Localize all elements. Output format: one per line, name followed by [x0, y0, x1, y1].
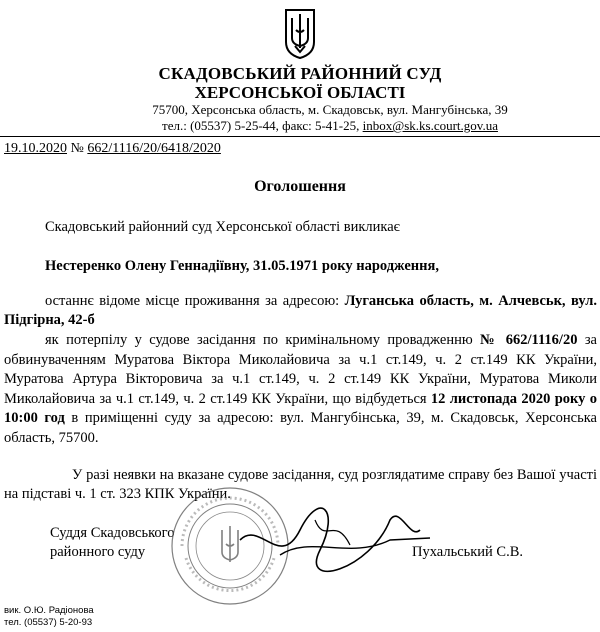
document-heading: Оголошення — [254, 178, 346, 195]
hearing-text-1: як потерпілу у судове засідання по кримінальному провадженню — [45, 332, 481, 348]
coat-of-arms-icon — [283, 8, 317, 60]
executor-name: вик. О.Ю. Радіонова — [4, 605, 94, 616]
court-address: 75700, Херсонська область, м. Скадовськ, вул. Мангубінська, 39 — [152, 102, 508, 117]
case-number: № 662/1116/20 — [480, 332, 578, 348]
residence-paragraph — [4, 292, 597, 330]
summoned-person: Нестеренко Олену Геннадіївну, 31.05.1971 року народження, — [45, 258, 439, 274]
court-region: ХЕРСОНСЬКОЇ ОБЛАСТІ — [194, 83, 406, 102]
hearing-text-3: в приміщенні суду за адресою: вул. Мангубінська, 39, м. Скадовськ, Херсонська область, 75700. — [4, 410, 597, 446]
doc-number-prefix: № — [67, 141, 88, 156]
doc-date: 19.10.2020 — [4, 141, 67, 156]
residence-label: останнє відоме місце проживання за адресою: — [45, 293, 345, 309]
judge-name: Пухальський С.В. — [412, 544, 524, 560]
judge-signature — [220, 500, 440, 580]
court-name: СКАДОВСЬКИЙ РАЙОННИЙ СУД — [158, 64, 442, 83]
executor-phone: тел. (05537) 5-20-93 — [4, 617, 93, 628]
header-divider — [0, 136, 600, 137]
hearing-paragraph — [4, 331, 597, 448]
court-email-link[interactable]: inbox@sk.ks.court.gov.ua — [362, 118, 498, 133]
absence-warning-paragraph: У разі неявки на вказане судове засідання, суд розглядатиме справу без Вашої участі на підставі ч. 1 ст. 323 КПК України. — [4, 467, 597, 502]
court-phone: тел.: (05537) 5-25-44, факс: 5-41-25, — [162, 118, 363, 133]
judge-title-line2: районного суду — [50, 544, 146, 560]
judge-title-line1: Суддя Скадовського — [50, 525, 175, 541]
residence-address: Луганська область, м. Алчевськ, вул. Підгірна, 42-б — [4, 293, 597, 328]
hearing-text-2: за обвинуваченням Муратова Віктора Миколайовича за ч.1 ст.149, ч. 2 ст.149 КК України, Муратова Артура Вікторовича за ч.1 ст.149, ч. 2 ст.149 КК України, Муратова Миколи Миколайовича за ч.1 ст.149, ч. 2 ст.149 КК України, що відбудеться — [4, 332, 597, 407]
doc-number: 662/1116/20/6418/2020 — [87, 141, 221, 156]
summons-intro: Скадовський районний суд Херсонської області викликає — [45, 219, 400, 235]
hearing-datetime: 12 листопада 2020 року о 10:00 год — [4, 390, 597, 426]
court-contacts — [0, 118, 600, 134]
document-reference — [4, 141, 221, 157]
